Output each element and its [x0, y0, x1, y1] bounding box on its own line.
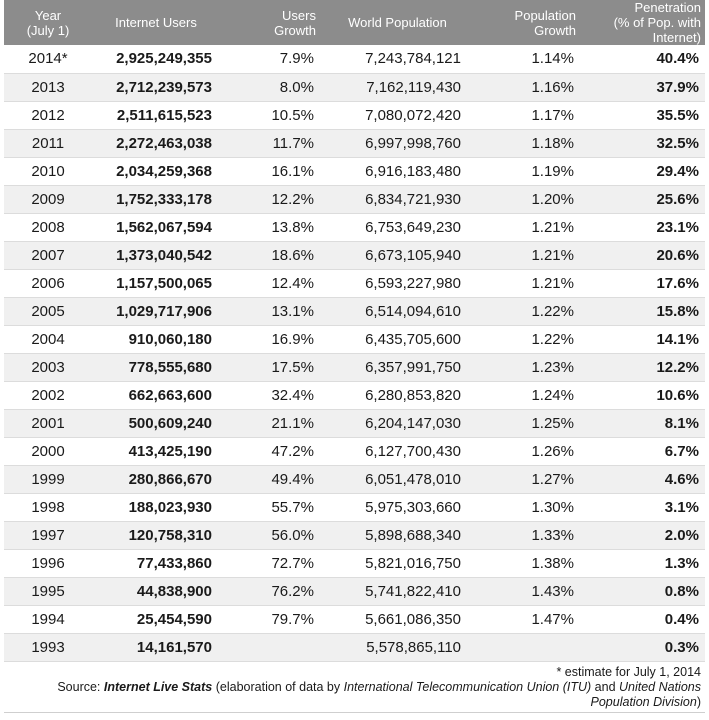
cell-growth: 32.4%	[220, 381, 320, 409]
cell-users: 413,425,190	[92, 437, 220, 465]
cell-growth	[220, 633, 320, 661]
cell-popgrowth: 1.22%	[475, 297, 580, 325]
cell-year: 2006	[4, 269, 92, 297]
cell-pop: 7,162,119,430	[320, 73, 475, 101]
cell-pop: 6,280,853,820	[320, 381, 475, 409]
cell-pop: 6,435,705,600	[320, 325, 475, 353]
cell-growth: 8.0%	[220, 73, 320, 101]
cell-year: 2001	[4, 409, 92, 437]
cell-growth: 7.9%	[220, 45, 320, 73]
cell-growth: 47.2%	[220, 437, 320, 465]
cell-popgrowth: 1.14%	[475, 45, 580, 73]
estimate-note: * estimate for July 1, 2014	[556, 665, 701, 679]
cell-pen: 20.6%	[580, 241, 705, 269]
cell-users: 910,060,180	[92, 325, 220, 353]
table-row	[4, 465, 705, 493]
cell-year: 2002	[4, 381, 92, 409]
table-body	[4, 45, 705, 661]
cell-growth: 13.8%	[220, 213, 320, 241]
cell-popgrowth: 1.21%	[475, 213, 580, 241]
cell-popgrowth: 1.25%	[475, 409, 580, 437]
cell-pen: 2.0%	[580, 521, 705, 549]
cell-pop: 5,661,086,350	[320, 605, 475, 633]
table-row	[4, 213, 705, 241]
cell-pen: 29.4%	[580, 157, 705, 185]
cell-growth: 76.2%	[220, 577, 320, 605]
header-world-population: World Population	[348, 15, 447, 30]
cell-users: 1,157,500,065	[92, 269, 220, 297]
cell-year: 2007	[4, 241, 92, 269]
table-row	[4, 73, 705, 101]
header-population-growth: Population Growth	[514, 7, 576, 38]
cell-pen: 1.3%	[580, 549, 705, 577]
cell-users: 120,758,310	[92, 521, 220, 549]
cell-year: 2014*	[4, 45, 92, 73]
cell-growth: 56.0%	[220, 521, 320, 549]
cell-pen: 0.3%	[580, 633, 705, 661]
cell-users: 14,161,570	[92, 633, 220, 661]
table-row	[4, 297, 705, 325]
table-row	[4, 577, 705, 605]
cell-growth: 18.6%	[220, 241, 320, 269]
cell-pen: 10.6%	[580, 381, 705, 409]
cell-pop: 6,357,991,750	[320, 353, 475, 381]
cell-year: 2003	[4, 353, 92, 381]
table-row	[4, 45, 705, 73]
cell-users: 1,752,333,178	[92, 185, 220, 213]
cell-growth: 49.4%	[220, 465, 320, 493]
cell-growth: 12.2%	[220, 185, 320, 213]
header-users-growth: Users Growth	[274, 7, 316, 38]
table-footer	[11, 665, 701, 710]
cell-popgrowth: 1.26%	[475, 437, 580, 465]
cell-users: 280,866,670	[92, 465, 220, 493]
cell-popgrowth: 1.43%	[475, 577, 580, 605]
cell-pop: 6,593,227,980	[320, 269, 475, 297]
cell-year: 2005	[4, 297, 92, 325]
table-row	[4, 437, 705, 465]
cell-year: 1995	[4, 577, 92, 605]
table-row	[4, 409, 705, 437]
cell-year: 2013	[4, 73, 92, 101]
table-row	[4, 129, 705, 157]
cell-popgrowth: 1.16%	[475, 73, 580, 101]
cell-popgrowth: 1.38%	[475, 549, 580, 577]
cell-users: 188,023,930	[92, 493, 220, 521]
cell-year: 1997	[4, 521, 92, 549]
cell-year: 1994	[4, 605, 92, 633]
cell-users: 2,034,259,368	[92, 157, 220, 185]
cell-pen: 25.6%	[580, 185, 705, 213]
cell-growth: 10.5%	[220, 101, 320, 129]
cell-popgrowth: 1.24%	[475, 381, 580, 409]
cell-pop: 6,051,478,010	[320, 465, 475, 493]
cell-pop: 6,997,998,760	[320, 129, 475, 157]
cell-users: 1,562,067,594	[92, 213, 220, 241]
cell-growth: 16.1%	[220, 157, 320, 185]
cell-pop: 6,753,649,230	[320, 213, 475, 241]
cell-year: 1993	[4, 633, 92, 661]
cell-pen: 0.8%	[580, 577, 705, 605]
header-internet-users: Internet Users	[115, 15, 197, 30]
bottom-divider	[4, 712, 705, 713]
cell-growth: 13.1%	[220, 297, 320, 325]
cell-pen: 4.6%	[580, 465, 705, 493]
cell-popgrowth: 1.21%	[475, 269, 580, 297]
cell-pen: 8.1%	[580, 409, 705, 437]
table-row	[4, 605, 705, 633]
source-line: Source: Internet Live Stats (elaboration of data by International Telecommunication Union (ITU) and United Nations Population Division)	[57, 680, 701, 709]
internet-users-table	[4, 0, 705, 662]
cell-pop: 5,821,016,750	[320, 549, 475, 577]
cell-growth: 72.7%	[220, 549, 320, 577]
cell-pop: 6,127,700,430	[320, 437, 475, 465]
cell-pop: 6,916,183,480	[320, 157, 475, 185]
cell-users: 2,272,463,038	[92, 129, 220, 157]
table-row	[4, 549, 705, 577]
cell-popgrowth: 1.17%	[475, 101, 580, 129]
cell-users: 2,712,239,573	[92, 73, 220, 101]
cell-users: 500,609,240	[92, 409, 220, 437]
cell-pop: 7,243,784,121	[320, 45, 475, 73]
cell-pop: 6,673,105,940	[320, 241, 475, 269]
cell-pop: 6,514,094,610	[320, 297, 475, 325]
cell-pen: 14.1%	[580, 325, 705, 353]
cell-pop: 6,204,147,030	[320, 409, 475, 437]
cell-popgrowth: 1.21%	[475, 241, 580, 269]
cell-growth: 21.1%	[220, 409, 320, 437]
cell-popgrowth: 1.19%	[475, 157, 580, 185]
cell-users: 77,433,860	[92, 549, 220, 577]
cell-popgrowth: 1.33%	[475, 521, 580, 549]
cell-year: 2008	[4, 213, 92, 241]
cell-growth: 79.7%	[220, 605, 320, 633]
cell-pen: 3.1%	[580, 493, 705, 521]
cell-pen: 23.1%	[580, 213, 705, 241]
table-row	[4, 325, 705, 353]
cell-popgrowth	[475, 633, 580, 661]
cell-year: 2011	[4, 129, 92, 157]
cell-growth: 55.7%	[220, 493, 320, 521]
cell-popgrowth: 1.18%	[475, 129, 580, 157]
cell-popgrowth: 1.20%	[475, 185, 580, 213]
cell-popgrowth: 1.27%	[475, 465, 580, 493]
cell-pen: 12.2%	[580, 353, 705, 381]
cell-pop: 5,578,865,110	[320, 633, 475, 661]
cell-growth: 16.9%	[220, 325, 320, 353]
cell-pen: 0.4%	[580, 605, 705, 633]
table-row	[4, 493, 705, 521]
table-row	[4, 157, 705, 185]
source-link[interactable]: Internet Live Stats	[103, 680, 213, 694]
cell-pen: 35.5%	[580, 101, 705, 129]
cell-users: 2,511,615,523	[92, 101, 220, 129]
cell-growth: 11.7%	[220, 129, 320, 157]
cell-users: 1,373,040,542	[92, 241, 220, 269]
cell-pen: 37.9%	[580, 73, 705, 101]
cell-users: 44,838,900	[92, 577, 220, 605]
cell-year: 2004	[4, 325, 92, 353]
table-row	[4, 185, 705, 213]
cell-pop: 6,834,721,930	[320, 185, 475, 213]
cell-year: 1996	[4, 549, 92, 577]
cell-pen: 40.4%	[580, 45, 705, 73]
cell-popgrowth: 1.30%	[475, 493, 580, 521]
table-row	[4, 633, 705, 661]
header-penetration: Penetration (% of Pop. with Internet)	[613, 0, 701, 45]
table-row	[4, 381, 705, 409]
header-year: Year (July 1)	[26, 7, 70, 38]
table-row	[4, 101, 705, 129]
cell-pen: 32.5%	[580, 129, 705, 157]
cell-growth: 12.4%	[220, 269, 320, 297]
cell-pop: 7,080,072,420	[320, 101, 475, 129]
table-row	[4, 353, 705, 381]
cell-users: 2,925,249,355	[92, 45, 220, 73]
cell-popgrowth: 1.47%	[475, 605, 580, 633]
cell-year: 2009	[4, 185, 92, 213]
cell-year: 2000	[4, 437, 92, 465]
cell-pen: 15.8%	[580, 297, 705, 325]
cell-users: 1,029,717,906	[92, 297, 220, 325]
cell-pen: 6.7%	[580, 437, 705, 465]
cell-users: 662,663,600	[92, 381, 220, 409]
cell-users: 25,454,590	[92, 605, 220, 633]
cell-pen: 17.6%	[580, 269, 705, 297]
cell-year: 1999	[4, 465, 92, 493]
cell-growth: 17.5%	[220, 353, 320, 381]
cell-users: 778,555,680	[92, 353, 220, 381]
cell-year: 2012	[4, 101, 92, 129]
cell-pop: 5,898,688,340	[320, 521, 475, 549]
cell-pop: 5,741,822,410	[320, 577, 475, 605]
cell-popgrowth: 1.23%	[475, 353, 580, 381]
cell-popgrowth: 1.22%	[475, 325, 580, 353]
cell-year: 1998	[4, 493, 92, 521]
table-row	[4, 269, 705, 297]
cell-pop: 5,975,303,660	[320, 493, 475, 521]
table-row	[4, 241, 705, 269]
header-row	[4, 0, 705, 45]
cell-year: 2010	[4, 157, 92, 185]
table-row	[4, 521, 705, 549]
